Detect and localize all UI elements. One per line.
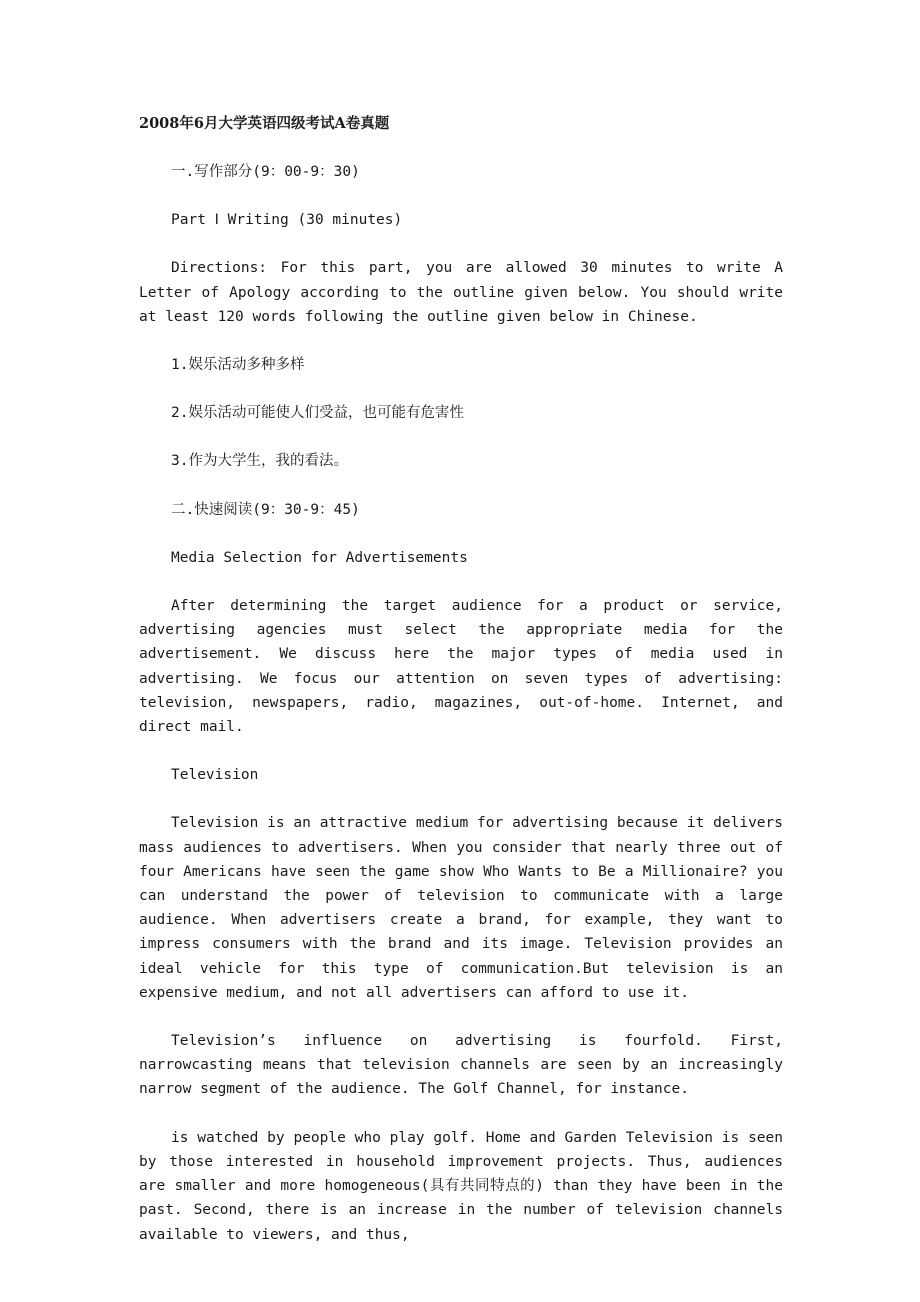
outline-item-1: 1.娱乐活动多种多样 <box>171 357 305 374</box>
directions-paragraph: Directions: For this part, you are allowed 30 minutes to write A Letter of Apology according to the outline given below. You should write at least 120 words following the outline given below in Chinese. <box>139 260 783 325</box>
part-heading: Part Ⅰ Writing (30 minutes) <box>171 212 403 229</box>
body-paragraph: Television is an attractive medium for advertising because it delivers mass audiences to advertisers. When you consider that nearly three out of four Americans have seen the game show Who Wants to Be a Millionaire? you can understand the power of television to communicate with a large audience. When advertisers create a brand, for example, they want to impress consumers with the brand and its image. Television provides an ideal vehicle for this type of communication.But television is an expensive medium, and not all advertisers can afford to use it. <box>139 815 783 1001</box>
section-heading-writing: 一.写作部分(9：00-9：30) <box>171 164 360 180</box>
outline-item-2: 2.娱乐活动可能使人们受益，也可能有危害性 <box>171 405 464 422</box>
document-page <box>139 112 783 1247</box>
document-title: 2008年6月大学英语四级考试A卷真题 <box>139 115 390 132</box>
article-title: Media Selection for Advertisements <box>171 549 468 566</box>
body-paragraph: After determining the target audience for a product or service, advertising agencies must select the appropriate media for the advertisement. We discuss here the major types of media used in advertising. We focus our attention on seven types of advertising: television, newspapers, radio, magazines, out-of-home. Internet, and direct mail. <box>139 598 783 736</box>
body-paragraph: Television’s influence on advertising is fourfold. First, narrowcasting means that television channels are seen by an increasingly narrow segment of the audience. The Golf Channel, for instance. <box>139 1033 783 1098</box>
body-paragraph: is watched by people who play golf. Home and Garden Television is seen by those interested in household improvement projects. Thus, audiences are smaller and more homogeneous(具有共同特点的) than they have been in the past. Second, there is an increase in the number of television channels available to viewers, and thus, <box>139 1129 783 1243</box>
subheading-television: Television <box>171 767 259 784</box>
outline-item-3: 3.作为大学生，我的看法。 <box>171 453 348 470</box>
section-heading-reading: 二.快速阅读(9：30-9：45) <box>171 501 360 518</box>
